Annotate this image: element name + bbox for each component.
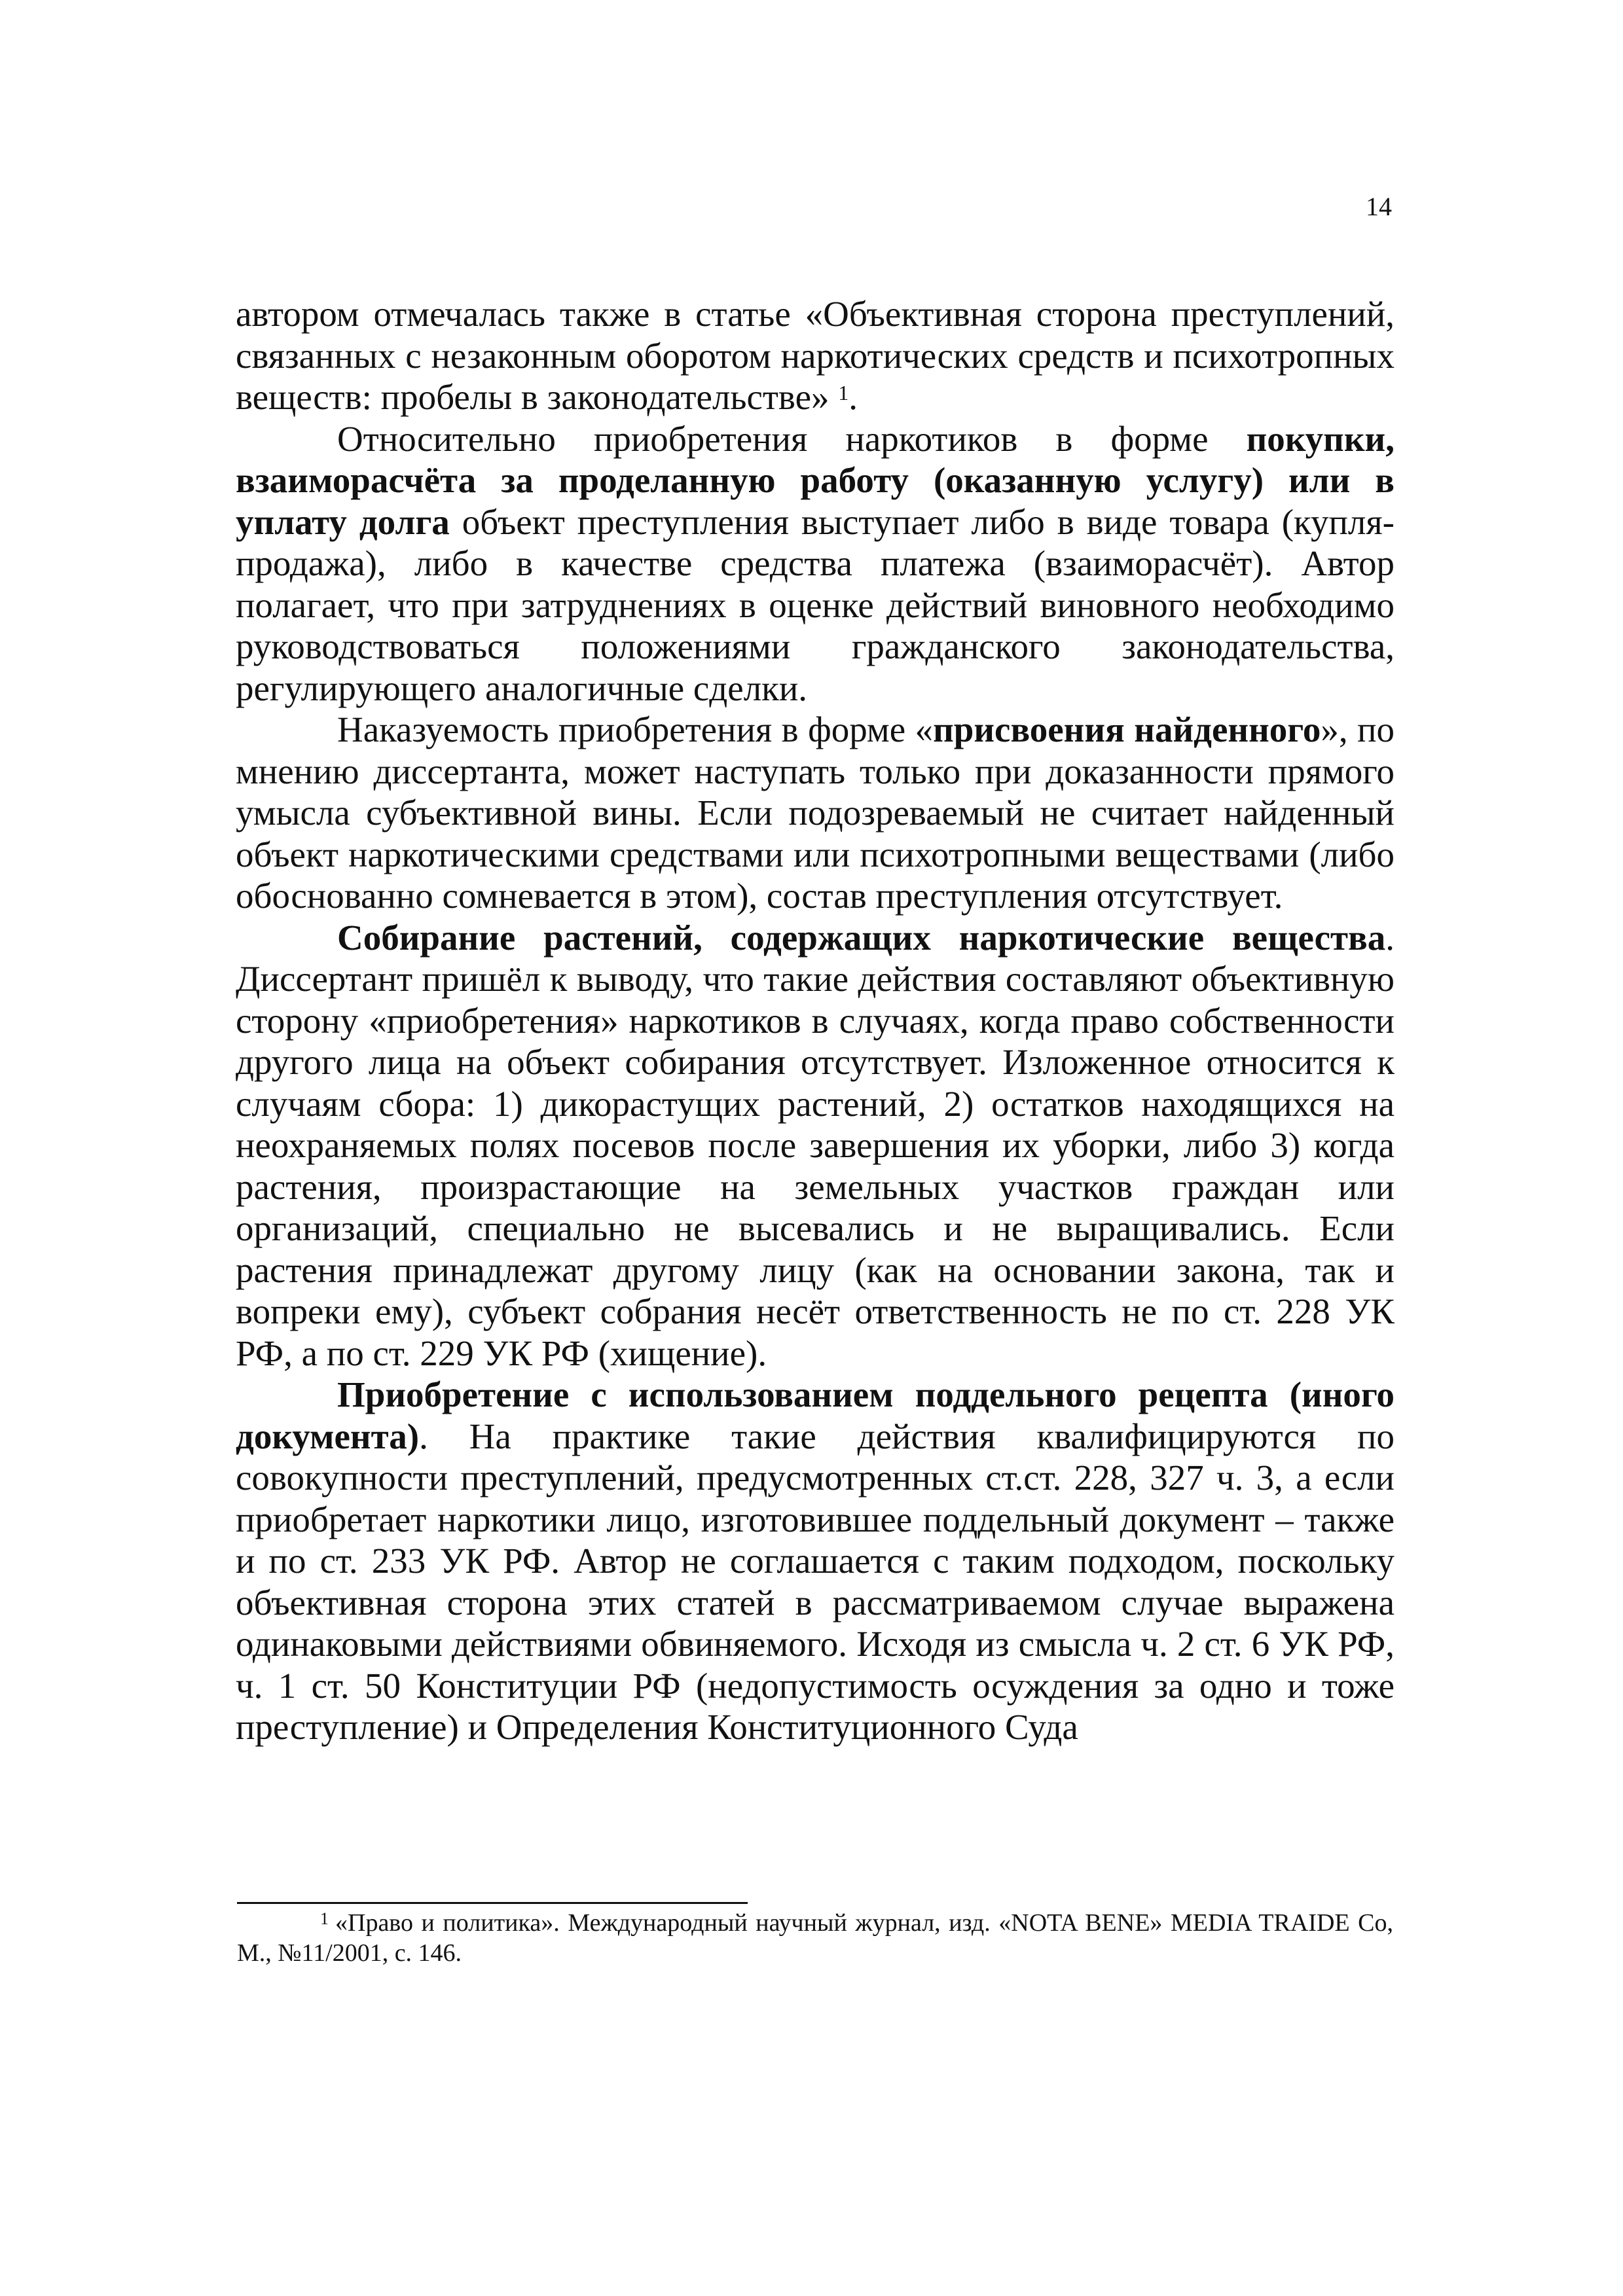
paragraph-text: автором отмечалась также в статье «Объективная сторона преступлений, связанных с незаконным оборотом наркотических средств и психотропных веществ: пробелы в законодательстве» [236,294,1395,417]
paragraph-5 [236,1374,1395,1748]
bold-term: покупки, взаиморасчёта за проделанную работу (оказанную услугу) или в уплату долга [236,418,1395,542]
paragraph-2 [236,418,1395,709]
paragraph-4 [236,917,1395,1374]
paragraph-text: », по мнению диссертанта, может наступать только при доказанности прямого умысла субъективной вины. Если подозреваемый не считает найденный объект наркотическими средствами или психотропными веществами (либо обоснованно сомневается в этом), состав преступления отсутствует. [236,709,1395,916]
paragraph-text: Наказуемость приобретения в форме « [337,709,934,749]
paragraph-text: . [848,377,858,417]
bold-term: Собирание растений, содержащих наркотические вещества [337,917,1386,958]
footnote [237,1908,1393,1968]
paragraph-text: . Диссертант пришёл к выводу, что такие действия составляют объективную сторону «приобретения» наркотиков в случаях, когда право собственности другого лица на объект собирания отсутствует. Изложенное относится к случаям сбора: 1) дикорастущих растений, 2) остатков находящихся на неохраняемых полях посевов после завершения их уборки, либо 3) когда растения, произрастающие на земельных участков граждан или организаций, специально не высевались и не выращивались. Если растения принадлежат другому лицу (как на основании закона, так и вопреки ему), субъект собрания несёт ответственность не по ст. 228 УК РФ, а по ст. 229 УК РФ (хищение). [236,917,1395,1373]
bold-term: присвоения найденного [933,709,1321,749]
footnote-text: «Право и политика». Международный научный журнал, изд. «NOTA BENE» MEDIA TRAIDE Co, М., №11/2001, с. 146. [237,1909,1393,1967]
paragraph-text: объект преступления выступает либо в виде товара (купля-продажа), либо в качестве средства платежа (взаиморасчёт). Автор полагает, что при затруднениях в оценке действий виновного необходимо руководствоваться положениями гражданского законодательства, регулирующего аналогичные сделки. [236,501,1395,708]
page-number: 14 [1366,192,1392,221]
paragraph-1 [236,293,1395,418]
body-text [236,293,1395,1748]
paragraph-text: Относительно приобретения наркотиков в форме [337,418,1247,459]
paragraph-3 [236,709,1395,917]
bold-term: Приобретение с использованием поддельного рецепта (иного документа) [236,1374,1395,1456]
paragraph-text: . На практике такие действия квалифицируются по совокупности преступлений, предусмотренных ст.ст. 228, 327 ч. 3, а если приобретает наркотики лицо, изготовившее поддельный документ – также и по ст. 233 УК РФ. Автор не соглашается с таким подходом, поскольку объективная сторона этих статей в рассматриваемом случае выражена одинаковыми действиями обвиняемого. Исходя из смысла ч. 2 ст. 6 УК РФ, ч. 1 ст. 50 Конституции РФ (недопустимость осуждения за одно и тоже преступление) и Определения Конституционного Суда [236,1416,1395,1747]
footnote-mark: 1 [320,1909,329,1928]
footnote-reference: 1 [838,381,849,404]
